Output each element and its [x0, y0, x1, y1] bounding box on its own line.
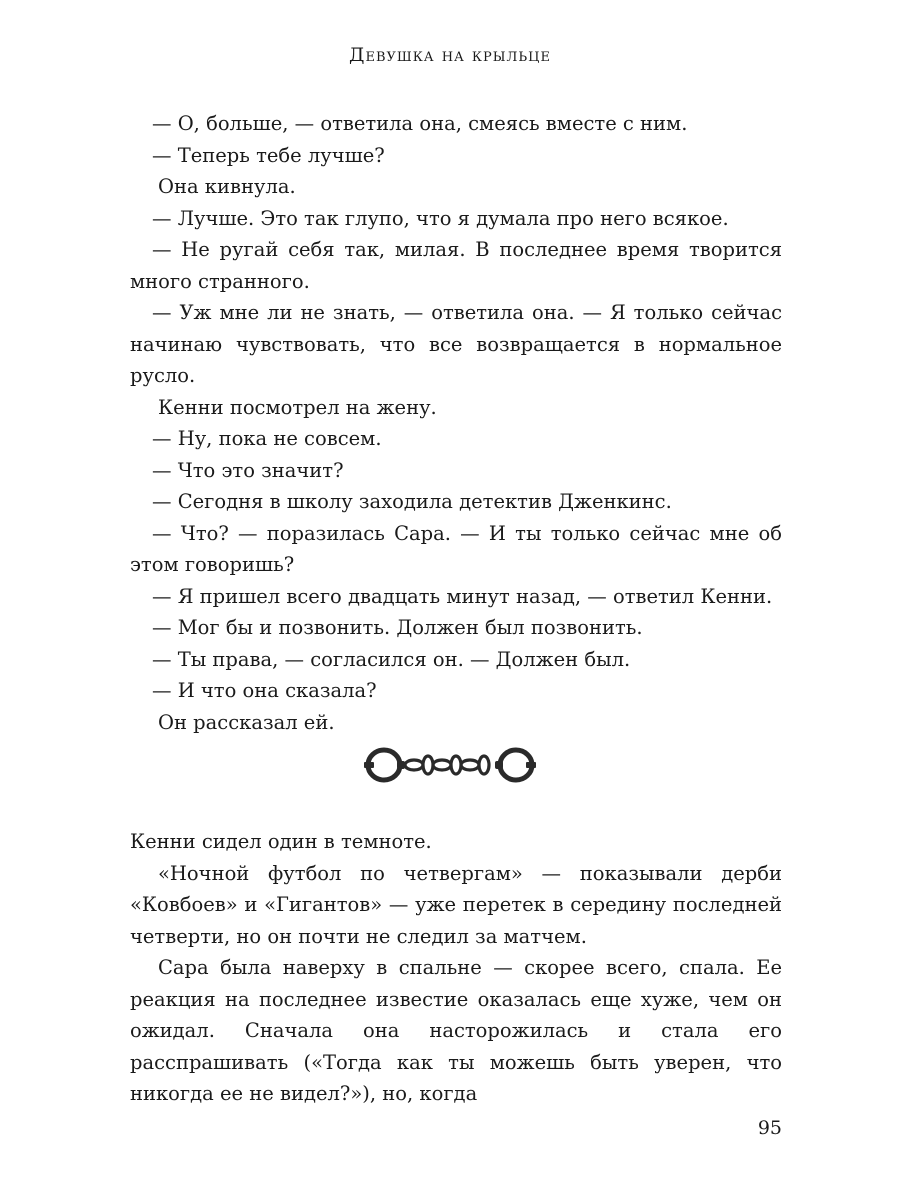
scene-2-text — [130, 826, 782, 1110]
narration-paragraph: «Ночной футбол по четвергам» — показывали дерби «Ковбоев» и «Гигантов» — уже перетек в середину последней четверти, но он почти не следил за матчем. — [130, 861, 782, 948]
scene-1-text — [130, 108, 782, 738]
narration-paragraph: Сара была наверху в спальне — скорее всего, спала. Ее реакция на последнее известие оказалась еще хуже, чем он ожидал. Сначала она насторожилась и стала его расспрашивать («Тогда как ты можешь быть уверен, что никогда ее не видел?»), но, когда — [130, 956, 782, 1105]
running-title: Девушка на крыльце — [349, 44, 551, 66]
dialogue-line: — Что? — поразилась Сара. — И ты только сейчас мне об этом говоришь? — [130, 521, 782, 576]
dialogue-line: — Теперь тебе лучше? — [152, 143, 385, 167]
dialogue-line: — О, больше, — ответила она, смеясь вместе с ним. — [152, 112, 688, 135]
dialogue-line: — Ну, пока не совсем. — [152, 427, 382, 450]
dialogue-line: — И что она сказала? — [152, 679, 377, 702]
dialogue-line: — Сегодня в школу заходила детектив Дженкинс. — [152, 490, 672, 513]
narration-line: Кенни посмотрел на жену. — [158, 395, 437, 419]
page-number: 95 — [757, 1117, 782, 1139]
dialogue-line: — Не ругай себя так, милая. В последнее время творится много странного. — [130, 238, 782, 293]
narration-line: Она кивнула. — [158, 175, 296, 198]
dialogue-line: — Я пришел всего двадцать минут назад, — ответил Кенни. — [152, 584, 773, 608]
chain-shackles-icon — [362, 742, 538, 788]
dialogue-line: — Уж мне ли не знать, — ответила она. — Я только сейчас начинаю чувствовать, что все возвращается в нормальное русло. — [130, 301, 782, 387]
dialogue-line: — Мог бы и позвонить. Должен был позвонить. — [152, 616, 643, 639]
narration-line: Он рассказал ей. — [158, 710, 335, 734]
dialogue-line: — Лучше. Это так глупо, что я думала про него всякое. — [152, 206, 729, 230]
narration-paragraph: Кенни сидел один в темноте. — [130, 830, 432, 853]
dialogue-line: — Ты права, — согласился он. — Должен был. — [152, 647, 631, 671]
dialogue-line: — Что это значит? — [152, 458, 344, 482]
